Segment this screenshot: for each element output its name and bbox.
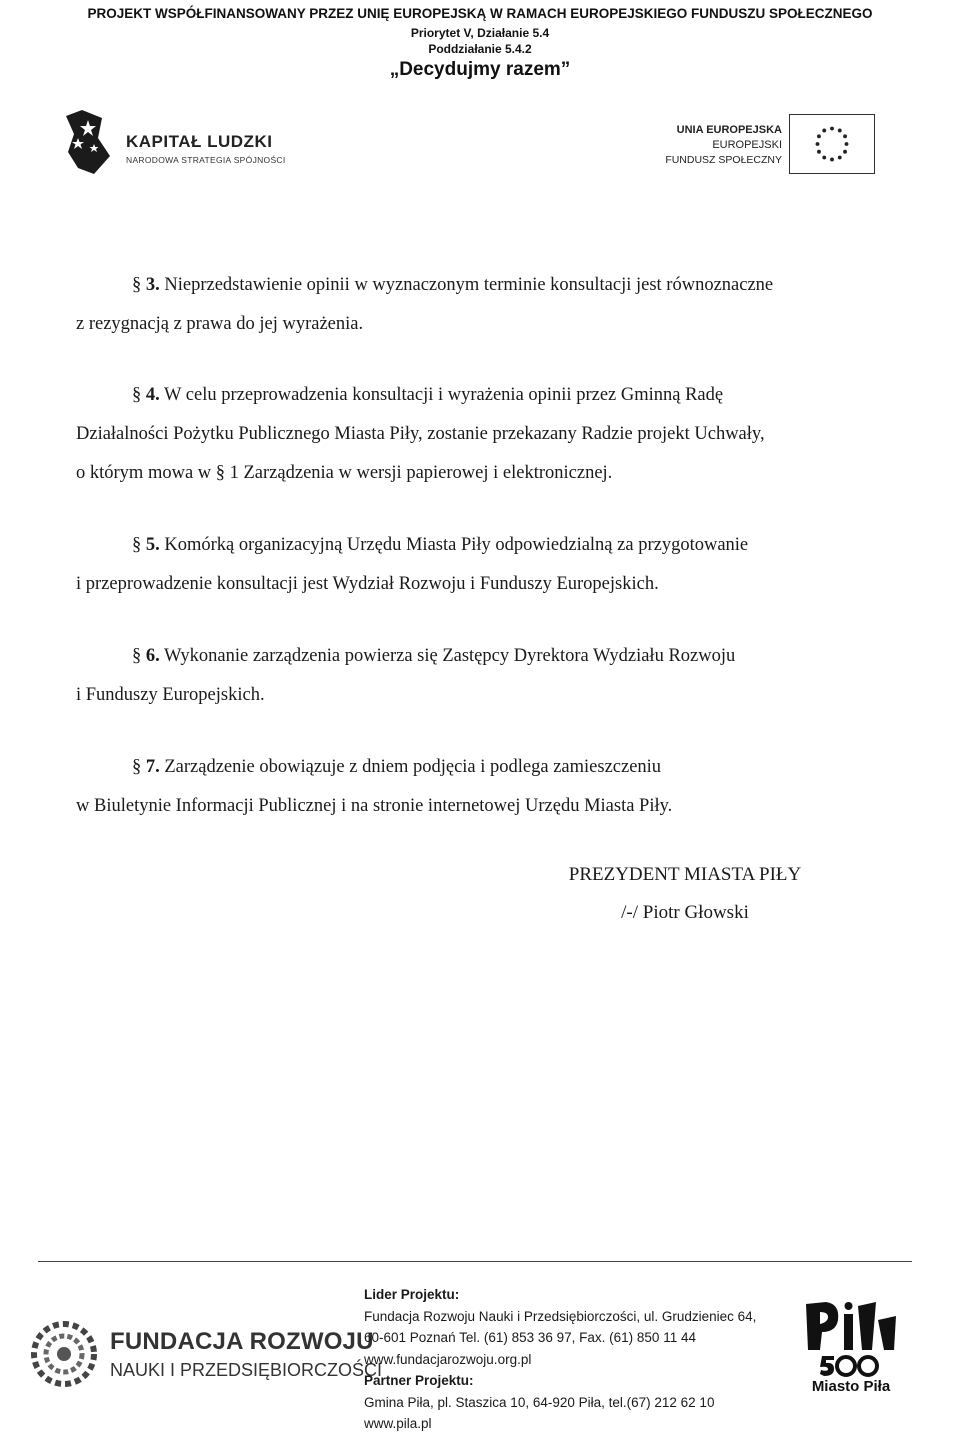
paragraph-text: i przeprowadzenie konsultacji jest Wydział Rozwoju i Funduszy Europejskich.: [76, 574, 659, 594]
kapital-ludzki-title: KAPITAŁ LUDZKI: [126, 132, 273, 151]
kapital-ludzki-subtitle: NARODOWA STRATEGIA SPÓJNOŚCI: [126, 155, 286, 165]
paragraph-4: [76, 376, 876, 493]
signature-title: PREZYDENT MIASTA PIŁY: [568, 864, 802, 885]
footer-divider: [38, 1261, 912, 1262]
fundacja-rozwoju-logo: [30, 1320, 383, 1394]
paragraph-text: Wykonanie zarządzenia powierza się Zastępcy Dyrektora Wydziału Rozwoju: [164, 646, 736, 666]
paragraph-text: Komórką organizacyjną Urzędu Miasta Piły odpowiedzialną za przygotowanie: [164, 535, 749, 555]
efs-line1: EUROPEJSKI: [712, 139, 782, 151]
section-sign: §: [132, 385, 142, 405]
paragraph-text: Zarządzenie obowiązuje z dniem podjęcia i podlega zamieszczeniu: [164, 757, 662, 777]
project-header-title: „Decydujmy razem”: [389, 59, 571, 80]
paragraph-3: [76, 266, 876, 344]
project-header-line1: PROJEKT WSPÓŁFINANSOWANY PRZEZ UNIĘ EUROPEJSKĄ W RAMACH EUROPEJSKIEGO FUNDUSZU SPOŁECZNEGO: [87, 6, 873, 21]
section-sign: §: [132, 646, 142, 666]
lider-phone: 60-601 Poznań Tel. (61) 853 36 97, Fax. (61) 850 11 44: [364, 1330, 696, 1345]
project-header-subaction: Poddziałanie 5.4.2: [428, 42, 532, 56]
paragraph-number: 3.: [145, 275, 160, 295]
lider-address: Fundacja Rozwoju Nauki i Przedsiębiorczości, ul. Grudzieniec 64,: [364, 1308, 757, 1324]
paragraph-5: [76, 526, 876, 604]
kapital-ludzki-logo: [64, 108, 304, 180]
paragraph-number: 6.: [145, 646, 160, 666]
paragraph-text: Działalności Pożytku Publicznego Miasta Piły, zostanie przekazany Radzie projekt Uchwały,: [76, 424, 765, 444]
footer-contact: [364, 1284, 756, 1435]
section-sign: §: [132, 275, 142, 295]
paragraph-number: 4.: [145, 385, 160, 405]
partner-label: Partner Projektu:: [364, 1373, 474, 1388]
eu-flag-stars-icon: [789, 114, 875, 174]
fundacja-subtitle: NAUKI I PRZEDSIĘBIORCZOŚCI: [110, 1360, 383, 1380]
pila-emblem-icon: [800, 1300, 902, 1378]
partner-website-link[interactable]: www.pila.pl: [364, 1416, 432, 1431]
paragraph-number: 5.: [145, 535, 160, 555]
miasto-pila-logo: [796, 1300, 906, 1400]
signature-name: /-/ Piotr Głowski: [621, 902, 749, 923]
eu-name: UNIA EUROPEJSKA: [676, 124, 782, 136]
pila-caption: Miasto Piła: [811, 1378, 891, 1395]
paragraph-number: 7.: [145, 757, 160, 777]
project-header-priority: Priorytet V, Działanie 5.4: [410, 26, 550, 40]
paragraph-text: i Funduszy Europejskich.: [76, 685, 265, 705]
section-sign: §: [132, 535, 142, 555]
fundacja-globe-icon: [30, 1320, 98, 1388]
fundacja-title: FUNDACJA ROZWOJU: [110, 1328, 374, 1355]
paragraph-6: [76, 637, 876, 715]
efs-line2: FUNDUSZ SPOŁECZNY: [665, 154, 782, 166]
paragraph-text: o którym mowa w § 1 Zarządzenia w wersji papierowej i elektronicznej.: [76, 463, 613, 483]
paragraph-7: [76, 748, 876, 826]
paragraph-text: w Biuletynie Informacji Publicznej i na stronie internetowej Urzędu Miasta Piły.: [76, 796, 673, 816]
paragraph-text: z rezygnacją z prawa do jej wyrażenia.: [76, 314, 364, 334]
lider-website-link[interactable]: www.fundacjarozwoju.org.pl: [364, 1351, 532, 1367]
section-sign: §: [132, 757, 142, 777]
eu-efs-logo: [664, 114, 880, 176]
paragraph-text: Nieprzedstawienie opinii w wyznaczonym terminie konsultacji jest równoznaczne: [164, 275, 774, 295]
kapital-ludzki-emblem-icon: [64, 108, 114, 176]
lider-label: Lider Projektu:: [364, 1287, 460, 1302]
paragraph-text: W celu przeprowadzenia konsultacji i wyrażenia opinii przez Gminną Radę: [164, 385, 724, 405]
partner-address: Gmina Piła, pl. Staszica 10, 64-920 Piła, tel.(67) 212 62 10: [364, 1394, 715, 1410]
